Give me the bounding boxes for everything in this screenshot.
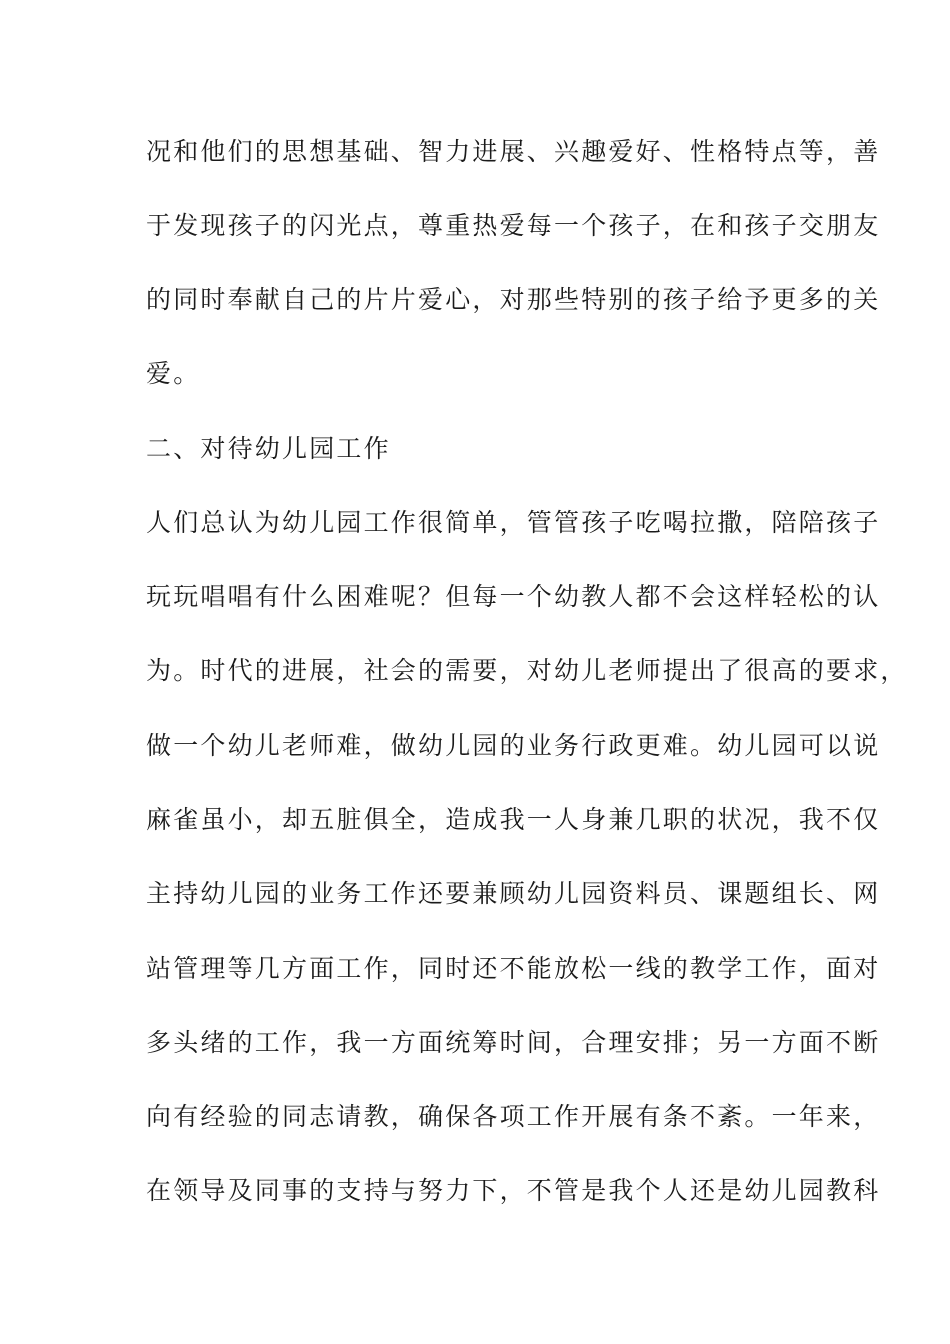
paragraph-line: 麻雀虽小，却五脏俱全，造成我一人身兼几职的状况，我不仅 [146, 805, 881, 834]
paragraph-line: 做一个幼儿老师难，做幼儿园的业务行政更难。幼儿园可以说 [146, 731, 881, 760]
paragraph-line: 向有经验的同志请教，确保各项工作开展有条不紊。一年来， [146, 1102, 881, 1131]
paragraph-line: 玩玩唱唱有什么困难呢？但每一个幼教人都不会这样轻松的认 [146, 582, 881, 611]
paragraph-line: 站管理等几方面工作，同时还不能放松一线的教学工作，面对 [146, 954, 881, 983]
paragraph-line: 于发现孩子的闪光点，尊重热爱每一个孩子，在和孩子交朋友 [146, 211, 881, 240]
paragraph-line: 爱。 [146, 359, 201, 388]
section-heading: 二、对待幼儿园工作 [146, 434, 391, 463]
paragraph-line: 在领导及同事的支持与努力下，不管是我个人还是幼儿园教科 [146, 1176, 881, 1205]
paragraph-line: 主持幼儿园的业务工作还要兼顾幼儿园资料员、课题组长、网 [146, 879, 881, 908]
paragraph-line: 多头绪的工作，我一方面统筹时间，合理安排；另一方面不断 [146, 1028, 881, 1057]
paragraph-line: 人们总认为幼儿园工作很简单，管管孩子吃喝拉撒，陪陪孩子 [146, 508, 881, 537]
paragraph-line: 的同时奉献自己的片片爱心，对那些特别的孩子给予更多的关 [146, 285, 881, 314]
paragraph-line: 为。时代的进展，社会的需要，对幼儿老师提出了很高的要求， [146, 656, 908, 685]
paragraph-line: 况和他们的思想基础、智力进展、兴趣爱好、性格特点等，善 [146, 137, 881, 166]
